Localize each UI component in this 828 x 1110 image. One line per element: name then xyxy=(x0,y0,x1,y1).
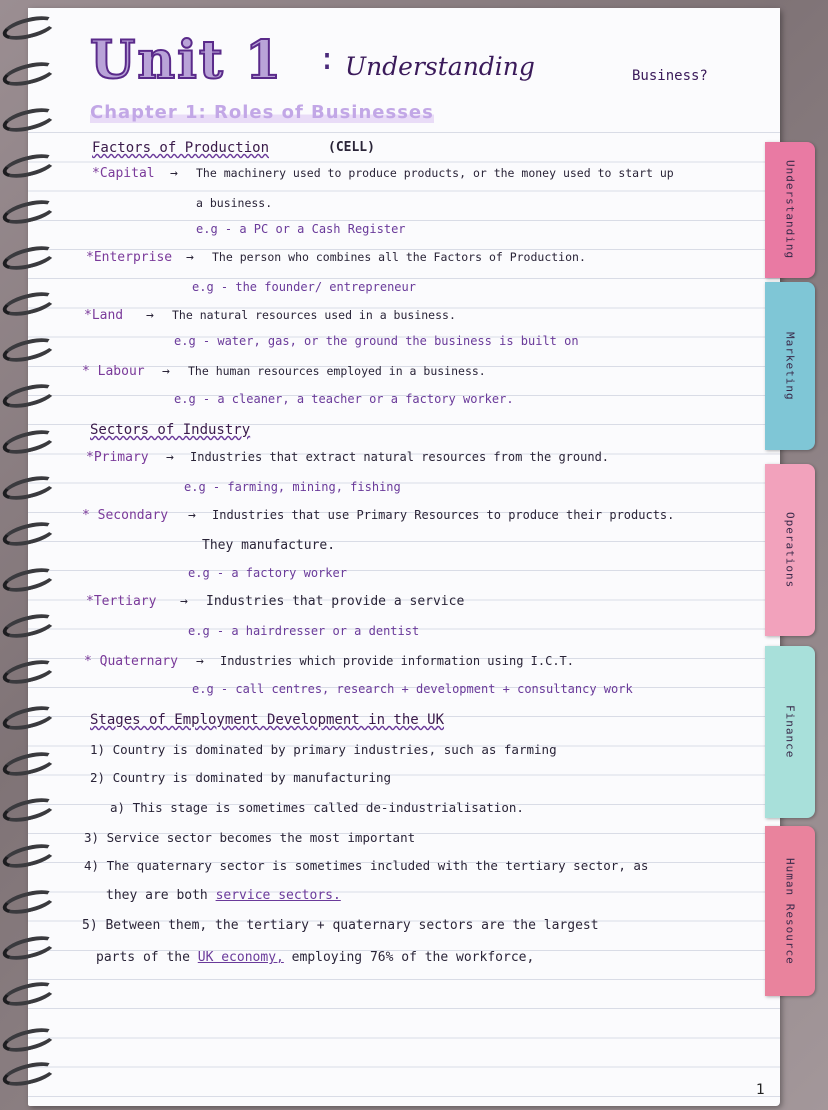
capital-example: e.g - a PC or a Cash Register xyxy=(196,222,406,236)
stage-5: 5) Between them, the tertiary + quaternary sectors are the largest xyxy=(82,918,599,933)
stage-4: 4) The quaternary sector is sometimes included with the tertiary sector, as xyxy=(84,858,649,873)
stage-4-text: they are both xyxy=(106,888,208,903)
secondary-term: * Secondary xyxy=(82,508,169,523)
stage-5-cont xyxy=(96,950,534,965)
secondary-definition-cont: They manufacture. xyxy=(202,538,336,553)
capital-term: *Capital xyxy=(92,166,155,181)
arrow: → xyxy=(188,508,196,523)
arrow: → xyxy=(180,594,188,609)
enterprise-example: e.g - the founder/ entrepreneur xyxy=(192,280,416,294)
stage-3: 3) Service sector becomes the most important xyxy=(84,830,416,845)
tab-label: Understanding xyxy=(783,160,797,260)
uk-economy-highlight: UK economy, xyxy=(197,950,284,965)
unit-title: Unit 1 xyxy=(90,30,284,91)
secondary-example: e.g - a factory worker xyxy=(188,566,347,580)
enterprise-definition: The person who combines all the Factors of Production. xyxy=(212,250,586,264)
stages-heading: Stages of Employment Development in the UK xyxy=(90,712,445,728)
factors-heading: Factors of Production xyxy=(92,140,270,156)
sectors-heading: Sectors of Industry xyxy=(90,422,251,438)
arrow: → xyxy=(186,250,194,265)
factors-acronym: (CELL) xyxy=(328,140,375,155)
arrow: → xyxy=(196,654,204,669)
arrow: → xyxy=(170,166,178,181)
tertiary-definition: Industries that provide a service xyxy=(206,594,465,609)
stage-2a: a) This stage is sometimes called de-industrialisation. xyxy=(110,800,524,815)
title-understanding: Understanding xyxy=(345,52,535,81)
tab-label: Human Resource xyxy=(783,857,797,965)
land-definition: The natural resources used in a business. xyxy=(172,308,456,322)
stage-2: 2) Country is dominated by manufacturing xyxy=(90,770,392,785)
labour-example: e.g - a cleaner, a teacher or a factory worker. xyxy=(174,392,514,406)
arrow: → xyxy=(166,450,174,465)
stage-5-text: parts of the xyxy=(96,950,190,965)
stage-1: 1) Country is dominated by primary industries, such as farming xyxy=(90,742,557,757)
page-number: 1 xyxy=(756,1082,765,1098)
labour-term: * Labour xyxy=(82,364,145,379)
service-sectors-highlight: service sectors. xyxy=(215,888,341,903)
title-colon: : xyxy=(318,42,337,77)
land-example: e.g - water, gas, or the ground the business is built on xyxy=(174,334,579,348)
secondary-definition: Industries that use Primary Resources to produce their products. xyxy=(212,508,675,522)
tertiary-term: *Tertiary xyxy=(86,594,157,609)
stage-4-cont xyxy=(106,888,341,903)
primary-example: e.g - farming, mining, fishing xyxy=(184,480,401,494)
quaternary-term: * Quaternary xyxy=(84,654,178,669)
arrow: → xyxy=(162,364,170,379)
title-business: Business? xyxy=(632,68,708,84)
quaternary-definition: Industries which provide information using I.C.T. xyxy=(220,654,575,668)
arrow: → xyxy=(146,308,154,323)
labour-definition: The human resources employed in a business. xyxy=(188,364,486,378)
chapter-title: Chapter 1: Roles of Businesses xyxy=(90,102,434,123)
capital-definition-cont: a business. xyxy=(196,196,273,210)
tab-label: Operations xyxy=(783,511,797,589)
quaternary-example: e.g - call centres, research + development + consultancy work xyxy=(192,682,633,696)
tab-label: Finance xyxy=(783,705,797,759)
tab-label: Marketing xyxy=(783,331,797,401)
enterprise-term: *Enterprise xyxy=(86,250,173,265)
land-term: *Land xyxy=(84,308,124,323)
primary-definition: Industries that extract natural resources from the ground. xyxy=(190,450,610,464)
capital-definition: The machinery used to produce products, or the money used to start up xyxy=(196,166,674,180)
stage-5-text-end: employing 76% of the workforce, xyxy=(291,950,535,965)
primary-term: *Primary xyxy=(86,450,149,465)
tertiary-example: e.g - a hairdresser or a dentist xyxy=(188,624,420,638)
